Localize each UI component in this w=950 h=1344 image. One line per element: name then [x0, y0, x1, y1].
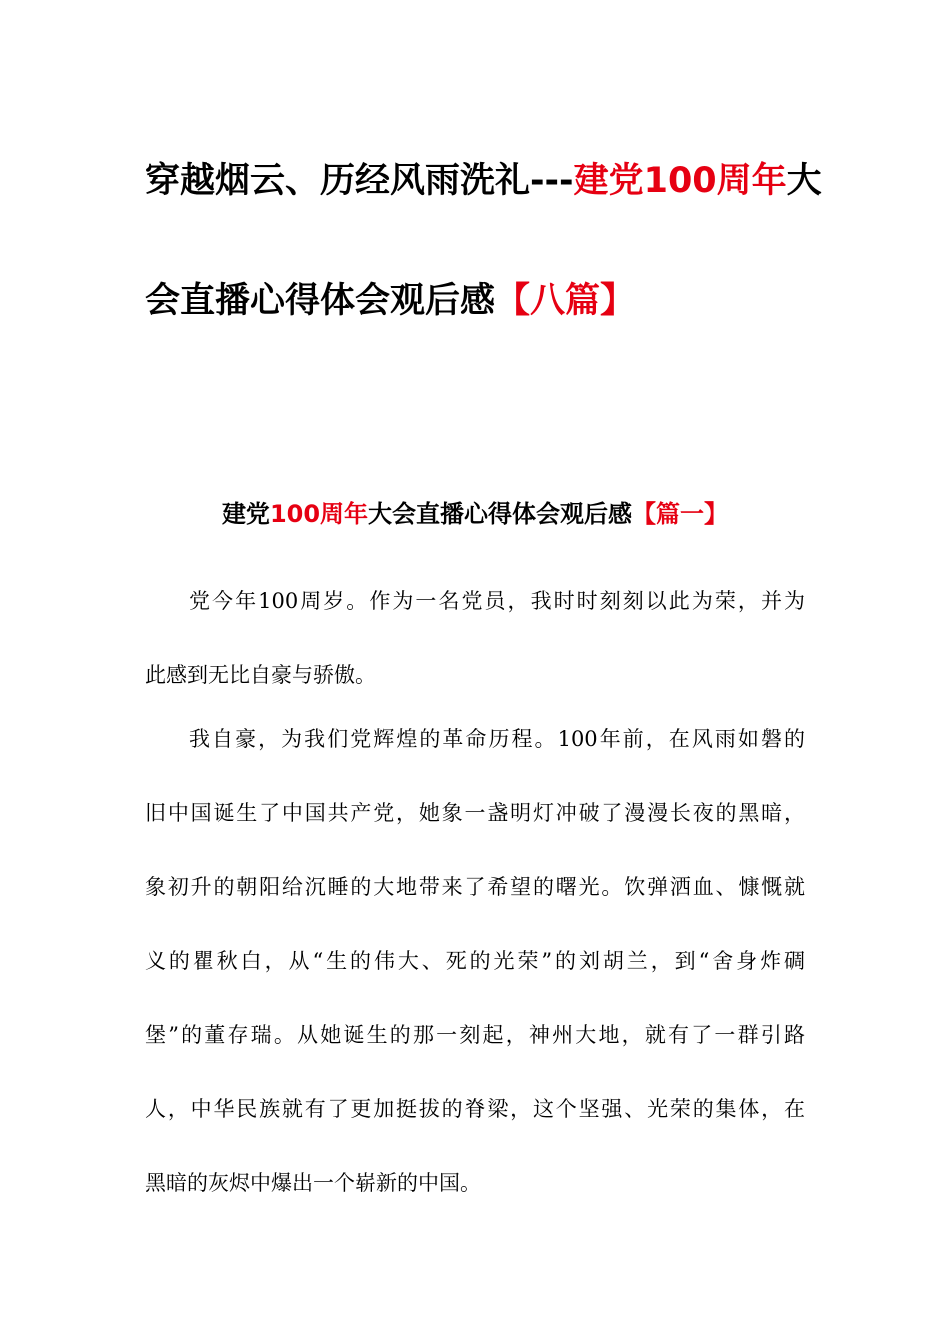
section-heading	[0, 498, 950, 530]
paragraph-line: 义的瞿秋白，从“生的伟大、死的光荣”的刘胡兰，到“舍身炸碉	[145, 949, 805, 973]
heading-text-black: 大会直播心得体会观后感	[368, 500, 633, 528]
title-text-black: 穿越烟云、历经风雨洗礼---	[145, 161, 574, 201]
title-text-black: 会直播心得体会观后感	[145, 281, 496, 321]
paragraph-line: 黑暗的灰烬中爆出一个崭新的中国。	[145, 1171, 481, 1195]
document-title-line-1	[145, 161, 825, 201]
paragraph-line: 党今年100周岁。作为一名党员，我时时刻刻以此为荣，并为	[189, 589, 805, 613]
title-text-red: 【八篇】	[495, 281, 636, 321]
heading-text-red: 【篇一】	[632, 500, 729, 528]
paragraph-line: 此感到无比自豪与骄傲。	[145, 663, 376, 687]
document-title-line-2	[145, 281, 825, 321]
paragraph-line: 旧中国诞生了中国共产党，她象一盏明灯冲破了漫漫长夜的黑暗，	[145, 801, 805, 825]
paragraph-line: 我自豪，为我们党辉煌的革命历程。100年前，在风雨如磐的	[189, 727, 805, 751]
paragraph-line: 堡”的董存瑞。从她诞生的那一刻起，神州大地，就有了一群引路	[145, 1023, 805, 1047]
title-text-black-end: 大	[786, 161, 822, 201]
paragraph-line: 人，中华民族就有了更加挺拔的脊梁，这个坚强、光荣的集体，在	[145, 1097, 805, 1121]
paragraph-line: 象初升的朝阳给沉睡的大地带来了希望的曙光。饮弹洒血、慷慨就	[145, 875, 805, 899]
heading-text-black: 建党	[221, 500, 270, 528]
title-text-red: 建党100周年	[573, 161, 787, 201]
heading-text-red: 100周年	[269, 500, 369, 528]
